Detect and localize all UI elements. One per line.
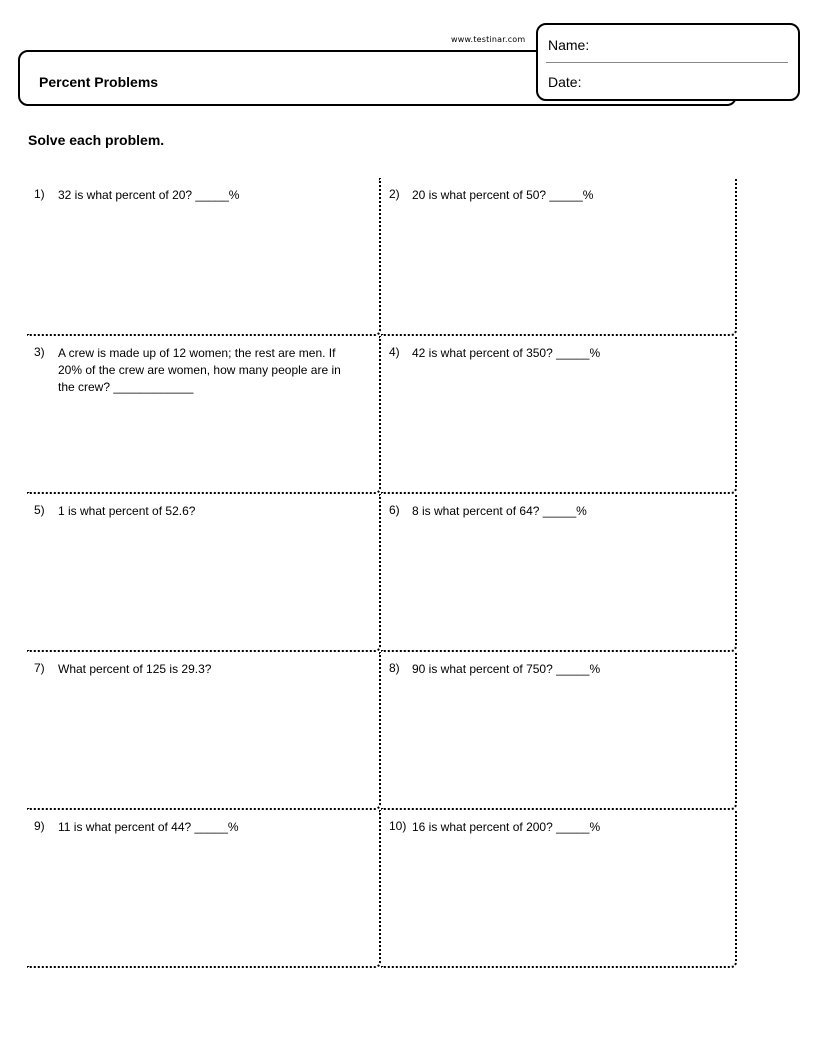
problem-cell-4 <box>381 336 737 494</box>
problem-text: 42 is what percent of 350? _____% <box>412 346 601 360</box>
problem-cell-9 <box>27 810 381 968</box>
date-label: Date: <box>548 74 582 90</box>
problem-number: 10) <box>389 819 407 833</box>
problem-number: 7) <box>34 661 45 675</box>
problem-cell-1 <box>27 178 381 336</box>
problem-cell-7 <box>27 652 381 810</box>
problem-text: 20 is what percent of 50? _____% <box>412 188 594 202</box>
problem-text: 90 is what percent of 750? _____% <box>412 662 601 676</box>
problem-text: 1 is what percent of 52.6? <box>58 504 196 518</box>
problem-cell-6 <box>381 494 737 652</box>
instructions: Solve each problem. <box>28 132 165 148</box>
problem-number: 5) <box>34 503 45 517</box>
problem-cell-10 <box>381 810 737 968</box>
name-label: Name: <box>548 37 590 53</box>
problem-cell-5 <box>27 494 381 652</box>
worksheet-title: Percent Problems <box>39 74 159 90</box>
name-date-box <box>536 23 800 101</box>
problem-number: 9) <box>34 819 45 833</box>
problem-cell-8 <box>381 652 737 810</box>
problem-number: 2) <box>389 187 400 201</box>
problem-text: A crew is made up of 12 women; the rest are men. If 20% of the crew are women, how many people are in the crew? ____________ <box>58 346 341 394</box>
problem-cell-2 <box>381 178 737 336</box>
name-divider <box>546 62 788 63</box>
problem-cell-3 <box>27 336 381 494</box>
problem-grid <box>27 178 737 968</box>
website-url: www.testinar.com <box>451 35 526 44</box>
problem-number: 4) <box>389 345 400 359</box>
problem-text: 16 is what percent of 200? _____% <box>412 820 601 834</box>
problem-text: 11 is what percent of 44? _____% <box>58 820 239 834</box>
problem-number: 6) <box>389 503 400 517</box>
problem-text: 8 is what percent of 64? _____% <box>412 504 587 518</box>
problem-text: 32 is what percent of 20? _____% <box>58 188 240 202</box>
problem-number: 1) <box>34 187 45 201</box>
problem-number: 3) <box>34 345 45 359</box>
problem-text: What percent of 125 is 29.3? <box>58 662 212 676</box>
problem-number: 8) <box>389 661 400 675</box>
